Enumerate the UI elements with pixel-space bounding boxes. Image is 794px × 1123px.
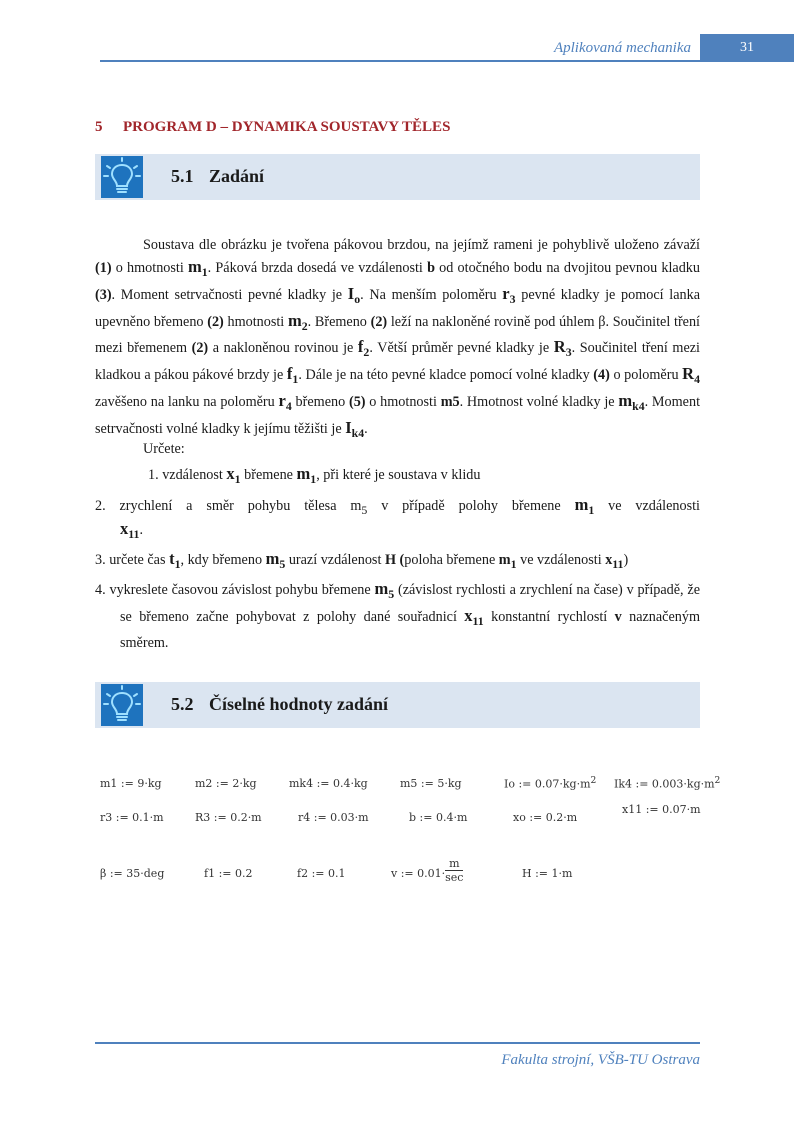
sym: I xyxy=(345,417,352,437)
ref: (2) xyxy=(207,313,224,330)
text: pevné kladky je pomocí lanka upevněno břemeno xyxy=(95,286,700,330)
text: o hmotnosti xyxy=(111,260,188,276)
sym-sub: 1 xyxy=(292,372,299,387)
value-mk4: mk4 := 0.4·kg xyxy=(289,777,368,790)
sym: m xyxy=(287,310,302,330)
ref: (3) xyxy=(95,286,112,303)
section-title xyxy=(171,694,388,715)
section-title xyxy=(171,166,264,187)
chapter-heading xyxy=(95,119,450,136)
task-1: 1. vzdálenost $x_1$ břemene $m_1$, při které je soustava v klidu xyxy=(148,464,481,486)
value-m2: m2 := 2·kg xyxy=(195,777,257,790)
value-H: H := 1·m xyxy=(522,867,573,880)
value-r3: r3 := 0.1·m xyxy=(100,811,164,824)
footer-text: Fakulta strojní, VŠB-TU Ostrava xyxy=(501,1052,700,1068)
sym: m5 xyxy=(440,394,460,411)
section-number: 5.2 xyxy=(171,694,194,714)
sym-sub: k4 xyxy=(351,425,365,440)
ref: (5) xyxy=(348,394,366,411)
value-x11: x11 := 0.07·m xyxy=(622,803,701,816)
sym: R xyxy=(553,337,566,357)
text: Soustava dle obrázku je tvořena pákovou brzdou, na jejímž rameni je pohyblivě uloženo závaží xyxy=(143,237,700,253)
sym: R xyxy=(682,364,695,384)
text: leží na nakloněné rovině pod úhlem β. Součinitel tření mezi břemenem xyxy=(95,313,700,357)
section-heading-zadani xyxy=(95,154,700,200)
text: . Součinitel tření mezi kladkou a pákou pákové brzdy je xyxy=(95,340,700,384)
sym: b xyxy=(427,260,435,276)
sym: r xyxy=(502,283,510,303)
text: . Břemeno xyxy=(307,313,371,330)
sym: f xyxy=(286,364,293,384)
sym-sub: 3 xyxy=(565,345,572,360)
header-rule xyxy=(100,60,700,62)
value-f2: f2 := 0.1 xyxy=(297,867,346,880)
page-number: 31 xyxy=(740,40,754,55)
ref: (1) xyxy=(95,260,112,276)
sym-sub: 4 xyxy=(285,398,292,413)
lightbulb-icon xyxy=(101,156,143,198)
sym: f xyxy=(357,337,364,357)
lightbulb-icon xyxy=(101,684,143,726)
value-Ik4: Ik4 := $0.003\cdot kg\cdot m^2$ xyxy=(614,775,721,791)
section-name: Číselné hodnoty zadání xyxy=(209,694,389,714)
section-heading-values xyxy=(95,682,700,728)
value-b: b := 0.4·m xyxy=(409,811,468,824)
value-r4: r4 := 0.03·m xyxy=(298,811,369,824)
sym: m xyxy=(618,391,633,411)
value-beta: β := 35·deg xyxy=(100,867,165,880)
text: . Na menším poloměru xyxy=(360,286,503,303)
task-2: 2. zrychlení a směr pohybu tělesa $m_5$ v případě polohy břemene $m_1$ ve vzdálenosti xyxy=(95,495,700,517)
text: . Dále je na této pevné kladce pomocí volné kladky xyxy=(298,367,594,384)
text: hmotnosti xyxy=(223,313,288,330)
task-2-cont: $x_{11}$. xyxy=(120,519,143,541)
value-m5: m5 := 5·kg xyxy=(400,777,462,790)
text: o hmotnosti xyxy=(365,394,441,411)
text: o poloměru xyxy=(609,367,683,384)
ref: (2) xyxy=(191,340,209,357)
sym-sub: 1 xyxy=(201,264,208,279)
text: od otočného bodu na dvojitou pevnou kladku xyxy=(434,260,700,276)
sym: I xyxy=(347,283,355,303)
text: . Větší průměr pevné kladky je xyxy=(369,340,554,357)
chapter-number: 5 xyxy=(95,119,103,135)
chapter-title: PROGRAM D – DYNAMIKA SOUSTAVY TĚLES xyxy=(123,119,451,135)
ref: (2) xyxy=(370,313,388,330)
sym: m xyxy=(188,257,202,276)
text: zavěšeno na lanku na poloměru xyxy=(95,394,279,411)
text: . xyxy=(364,420,368,437)
sym-sub: o xyxy=(354,291,361,306)
value-v: v := 0.01· $\frac{m}{\sec}$ xyxy=(391,857,464,884)
value-f1: f1 := 0.2 xyxy=(204,867,253,880)
sym-sub: 3 xyxy=(509,291,516,306)
determine-label: Určete: xyxy=(143,441,185,457)
sym-sub: 2 xyxy=(363,345,370,360)
text: břemeno xyxy=(291,394,349,411)
header-title: Aplikovaná mechanika xyxy=(553,40,691,56)
value-R3: R3 := 0.2·m xyxy=(195,811,262,824)
sym-sub: 4 xyxy=(694,372,701,387)
section-number: 5.1 xyxy=(171,166,194,186)
sym-sub: 2 xyxy=(301,318,308,333)
page-number-box xyxy=(700,34,794,62)
value-m1: m1 := 9·kg xyxy=(100,777,162,790)
text: a nakloněnou rovinou je xyxy=(208,340,358,357)
ref: (4) xyxy=(593,367,610,384)
sym-sub: k4 xyxy=(632,398,645,413)
section-name: Zadání xyxy=(209,166,265,186)
text: . Moment setrvačnosti pevné kladky je xyxy=(111,286,348,303)
value-xo: xo := 0.2·m xyxy=(513,811,578,824)
task-3: 3. určete čas $t_1$, kdy břemeno $m_5$ urazí vzdálenost H (poloha břemene $m_1$ ve vzdálenosti $x_{11}$) xyxy=(95,549,629,571)
text: . Moment setrvačnosti volné kladky k jejímu těžišti je xyxy=(95,394,701,437)
text: . Páková brzda dosedá ve vzdálenosti xyxy=(207,260,428,276)
footer-rule xyxy=(95,1042,700,1044)
value-Io: Io := $0.07\cdot kg\cdot m^2$ xyxy=(504,775,597,791)
task-4: 4. vykreslete časovou závislost pohybu břemene $m_5$ (závislost rychlosti a zrychlení na čase) v případě, že se břemeno začne pohybovat z polohy dané souřadnicí $x_{11}$ konstantní rychlostí v naznačeným směrem. xyxy=(95,579,701,651)
sym: r xyxy=(278,391,286,411)
intro-paragraph xyxy=(95,234,700,444)
text: . Hmotnost volné kladky je xyxy=(459,394,619,411)
